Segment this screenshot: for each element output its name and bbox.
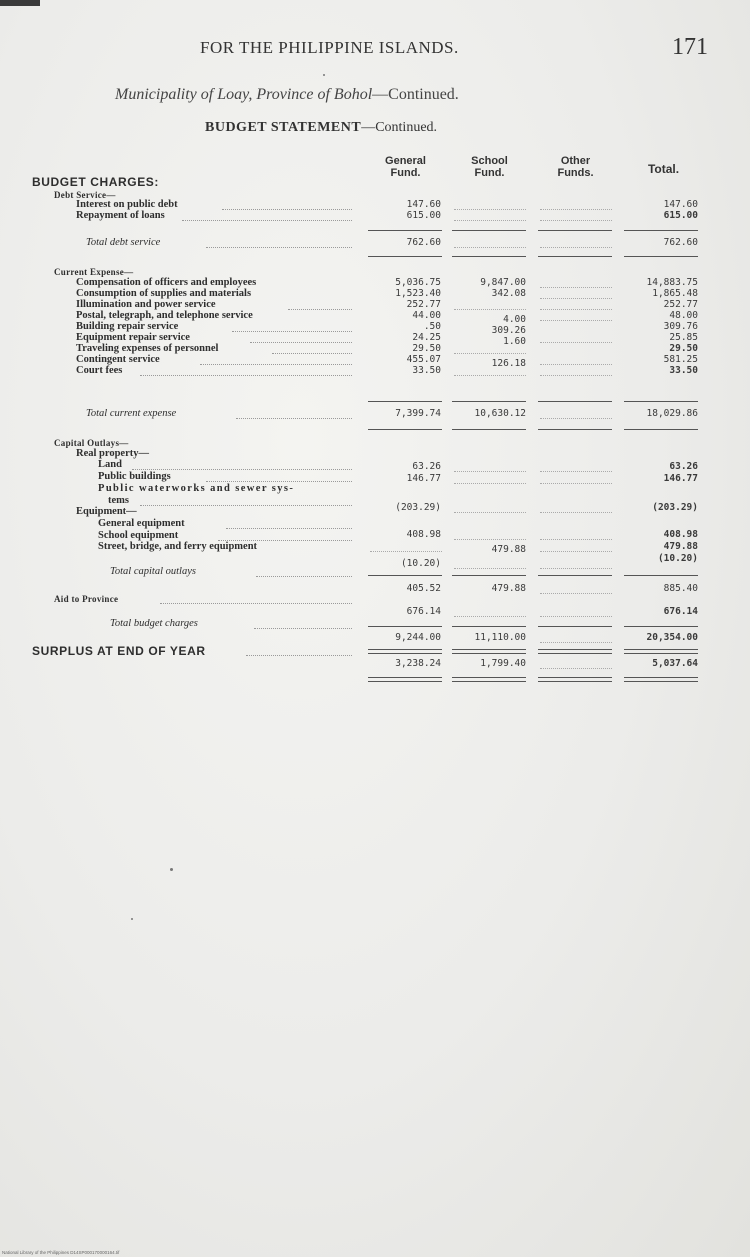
- value-supplies-total: 1,865.48: [652, 288, 698, 299]
- rule-current-school: [452, 401, 526, 402]
- blank-total-budget-other: [540, 642, 612, 643]
- leader-total-capital: [256, 576, 352, 577]
- value-interest-general: 147.60: [406, 199, 441, 210]
- leader-waterworks: [140, 505, 352, 506]
- value-aid-total: 676.14: [663, 606, 698, 617]
- rule-debt-total: [624, 230, 698, 231]
- value-land-total: 63.26: [669, 461, 698, 472]
- rule-current-under-total: [624, 429, 698, 430]
- value-equipment-repair-general: 24.25: [412, 332, 441, 343]
- leader-total-current: [236, 418, 352, 419]
- blank-interest-other: [540, 209, 612, 210]
- value-surplus-school: 1,799.40: [480, 658, 526, 669]
- value-building-repair-general: .50: [423, 321, 441, 332]
- blank-illumination-other: [540, 309, 612, 310]
- value-contingent-general: 455.07: [406, 354, 441, 365]
- leader-aid: [160, 603, 352, 604]
- value-equipment-repair-total: 25.85: [669, 332, 698, 343]
- column-header-general-line2: Fund.: [390, 167, 421, 179]
- blank-school-equipment-other: [540, 551, 612, 552]
- value-surplus-total: 5,037.64: [652, 658, 698, 669]
- rule-budget-general: [368, 626, 442, 627]
- label-public-buildings: Public buildings: [98, 471, 171, 482]
- blank-repayment-school: [454, 220, 526, 221]
- value-compensation-school: 9,847.00: [480, 277, 526, 288]
- label-repayment: Repayment of loans: [76, 210, 165, 221]
- column-header-school: [452, 155, 527, 179]
- rule-debt-under-school: [452, 256, 526, 257]
- blank-illumination-school: [454, 309, 526, 310]
- blank-total-debt-other: [540, 247, 612, 248]
- value-public-buildings-total: 146.77: [663, 473, 698, 484]
- rule-current-total: [624, 401, 698, 402]
- value-waterworks-total: (203.29): [652, 502, 698, 513]
- blank-street-school: [454, 568, 526, 569]
- rule-capital-general: [368, 575, 442, 576]
- value-compensation-general: 5,036.75: [395, 277, 441, 288]
- label-interest: Interest on public debt: [76, 199, 178, 210]
- blank-land-other: [540, 471, 612, 472]
- blank-aid-other: [540, 616, 612, 617]
- blank-waterworks-school: [454, 512, 526, 513]
- blank-total-capital-other: [540, 593, 612, 594]
- label-compensation: Compensation of officers and employees: [76, 277, 257, 288]
- value-contingent-school: 126.18: [491, 358, 526, 369]
- leader-surplus: [246, 655, 352, 656]
- statement-title-tail: —Continued.: [361, 120, 438, 135]
- rule-debt-under-total: [624, 256, 698, 257]
- label-general-equipment: General equipment: [98, 518, 185, 529]
- value-postal-school: 4.00: [503, 314, 526, 325]
- value-general-equipment-total: 408.98: [663, 529, 698, 540]
- rule-budget-other: [538, 626, 612, 627]
- value-repayment-general: 615.00: [406, 210, 441, 221]
- leader-total-budget: [254, 628, 352, 629]
- statement-title-main: BUDGET STATEMENT: [205, 120, 362, 135]
- value-aid-general: 676.14: [406, 606, 441, 617]
- value-school-equipment-total: 479.88: [663, 541, 698, 552]
- leader-court-fees: [140, 375, 352, 376]
- blank-public-buildings-school: [454, 483, 526, 484]
- leader-general-equipment: [226, 528, 352, 529]
- page-number: 171: [672, 34, 708, 60]
- rule-capital-other: [538, 575, 612, 576]
- double-rule-budget-general: [368, 649, 442, 654]
- column-header-general-line1: General: [385, 155, 426, 167]
- label-budget-charges: BUDGET CHARGES:: [32, 175, 160, 189]
- label-postal: Postal, telegraph, and telephone service: [76, 310, 253, 321]
- label-building-repair: Building repair service: [76, 321, 179, 332]
- label-waterworks-line2: tems: [108, 495, 129, 506]
- value-court-fees-total: 33.50: [669, 365, 698, 376]
- blank-surplus-other: [540, 668, 612, 669]
- blank-court-fees-school: [454, 375, 526, 376]
- label-school-equipment: School equipment: [98, 530, 179, 541]
- value-total-current-general: 7,399.74: [395, 408, 441, 419]
- subtitle-tail: —Continued.: [372, 86, 459, 103]
- value-repayment-total: 615.00: [663, 210, 698, 221]
- blank-repayment-other: [540, 220, 612, 221]
- leader-public-buildings: [206, 481, 352, 482]
- rule-budget-total: [624, 626, 698, 627]
- column-header-other-line1: Other: [560, 155, 591, 167]
- rule-debt-school: [452, 230, 526, 231]
- label-debt-service: Debt Service—: [54, 190, 116, 200]
- double-rule-surplus-total: [624, 677, 698, 682]
- blank-interest-school: [454, 209, 526, 210]
- blank-compensation-other: [540, 287, 612, 288]
- blank-traveling-school: [454, 353, 526, 354]
- rule-debt-other: [538, 230, 612, 231]
- label-supplies: Consumption of supplies and materials: [76, 288, 252, 299]
- leader-school-equipment: [218, 540, 352, 541]
- value-total-capital-school: 479.88: [491, 583, 526, 594]
- label-total-capital: Total capital outlays: [110, 566, 196, 577]
- leader-interest: [222, 209, 352, 210]
- value-total-debt-general: 762.60: [406, 237, 441, 248]
- scan-speck: [170, 868, 173, 871]
- value-total-debt-total: 762.60: [663, 237, 698, 248]
- value-postal-general: 44.00: [412, 310, 441, 321]
- blank-contingent-other: [540, 364, 612, 365]
- rule-debt-under-general: [368, 256, 442, 257]
- label-contingent: Contingent service: [76, 354, 160, 365]
- blank-public-buildings-other: [540, 483, 612, 484]
- label-total-debt: Total debt service: [86, 237, 161, 248]
- subtitle-italic: Municipality of Loay, Province of Bohol: [115, 86, 373, 103]
- value-illumination-general: 252.77: [406, 299, 441, 310]
- label-traveling: Traveling expenses of personnel: [76, 343, 219, 354]
- label-total-current: Total current expense: [86, 408, 177, 419]
- rule-current-under-school: [452, 429, 526, 430]
- blank-street-other: [540, 568, 612, 569]
- value-interest-total: 147.60: [663, 199, 698, 210]
- blank-school-equipment-general: [370, 551, 442, 552]
- blank-general-equipment-school: [454, 539, 526, 540]
- double-rule-budget-other: [538, 649, 612, 654]
- value-equipment-repair-school: 1.60: [503, 336, 526, 347]
- value-street-general: (10.20): [400, 558, 441, 569]
- value-supplies-general: 1,523.40: [395, 288, 441, 299]
- label-aid-province: Aid to Province: [54, 594, 119, 604]
- value-court-fees-general: 33.50: [412, 365, 441, 376]
- leader-illumination: [288, 309, 352, 310]
- label-equipment: Equipment—: [76, 506, 137, 517]
- double-rule-surplus-school: [452, 677, 526, 682]
- blank-land-school: [454, 471, 526, 472]
- running-title: FOR THE PHILIPPINE ISLANDS.: [200, 38, 459, 57]
- leader-contingent: [200, 364, 352, 365]
- column-header-other: [538, 155, 613, 179]
- rule-current-other: [538, 401, 612, 402]
- blank-total-debt-school: [454, 247, 526, 248]
- value-compensation-total: 14,883.75: [646, 277, 698, 288]
- label-current-expense: Current Expense—: [54, 267, 134, 277]
- value-illumination-total: 252.77: [663, 299, 698, 310]
- double-rule-surplus-general: [368, 677, 442, 682]
- double-rule-budget-total: [624, 649, 698, 654]
- scan-speck: [131, 918, 133, 920]
- label-total-budget: Total budget charges: [110, 618, 198, 629]
- label-illumination: Illumination and power service: [76, 299, 216, 310]
- value-total-capital-total: 885.40: [663, 583, 698, 594]
- blank-equipment-repair-other: [540, 342, 612, 343]
- column-header-other-line2: Funds.: [557, 167, 594, 179]
- blank-postal-other: [540, 320, 612, 321]
- scan-speck: [323, 74, 325, 76]
- label-court-fees: Court fees: [76, 365, 123, 376]
- column-header-total: Total.: [647, 162, 680, 176]
- leader-total-debt: [206, 247, 352, 248]
- value-public-buildings-general: 146.77: [406, 473, 441, 484]
- leader-repayment: [182, 220, 352, 221]
- value-total-budget-total: 20,354.00: [646, 632, 698, 643]
- value-surplus-general: 3,238.24: [395, 658, 441, 669]
- value-supplies-school: 342.08: [491, 288, 526, 299]
- label-real-property: Real property—: [76, 448, 150, 459]
- value-land-general: 63.26: [412, 461, 441, 472]
- statement-title: [205, 120, 437, 136]
- double-rule-budget-school: [452, 649, 526, 654]
- scan-footer: National Library of the Philippines D14SP000170000164.tif: [2, 1250, 120, 1255]
- leader-traveling: [272, 353, 352, 354]
- rule-current-general: [368, 401, 442, 402]
- label-land: Land: [98, 459, 122, 470]
- label-equipment-repair: Equipment repair service: [76, 332, 190, 343]
- value-contingent-total: 581.25: [663, 354, 698, 365]
- municipality-subtitle: [115, 86, 459, 104]
- value-postal-total: 48.00: [669, 310, 698, 321]
- blank-court-fees-other: [540, 375, 612, 376]
- value-total-budget-general: 9,244.00: [395, 632, 441, 643]
- value-street-total: (10.20): [657, 553, 698, 564]
- column-header-school-line2: Fund.: [474, 167, 505, 179]
- rule-debt-general: [368, 230, 442, 231]
- rule-current-under-general: [368, 429, 442, 430]
- rule-budget-school: [452, 626, 526, 627]
- running-header: [0, 34, 750, 64]
- blank-supplies-other: [540, 298, 612, 299]
- value-general-equipment-general: 408.98: [406, 529, 441, 540]
- label-waterworks-line1: Public waterworks and sewer sys-: [98, 483, 295, 494]
- value-traveling-general: 29.50: [412, 343, 441, 354]
- value-building-repair-school: 309.26: [491, 325, 526, 336]
- rule-capital-school: [452, 575, 526, 576]
- value-building-repair-total: 309.76: [663, 321, 698, 332]
- value-total-current-school: 10,630.12: [474, 408, 526, 419]
- blank-total-current-other: [540, 418, 612, 419]
- leader-building-repair: [232, 331, 352, 332]
- double-rule-surplus-other: [538, 677, 612, 682]
- value-waterworks-general: (203.29): [395, 502, 441, 513]
- value-traveling-total: 29.50: [669, 343, 698, 354]
- rule-current-under-other: [538, 429, 612, 430]
- scan-corner-mark: [0, 0, 40, 6]
- leader-equipment-repair: [250, 342, 352, 343]
- blank-aid-school: [454, 616, 526, 617]
- value-total-budget-school: 11,110.00: [474, 632, 526, 643]
- leader-land: [132, 469, 352, 470]
- blank-general-equipment-other: [540, 539, 612, 540]
- column-header-general: [368, 155, 443, 179]
- value-total-capital-general: 405.52: [406, 583, 441, 594]
- blank-waterworks-other: [540, 512, 612, 513]
- label-surplus: SURPLUS AT END OF YEAR: [32, 644, 206, 658]
- value-school-equipment-school: 479.88: [491, 544, 526, 555]
- rule-capital-total: [624, 575, 698, 576]
- value-total-current-total: 18,029.86: [646, 408, 698, 419]
- label-capital-outlays: Capital Outlays—: [54, 438, 129, 448]
- label-street: Street, bridge, and ferry equipment: [98, 541, 258, 552]
- column-header-school-line1: School: [471, 155, 508, 167]
- rule-debt-under-other: [538, 256, 612, 257]
